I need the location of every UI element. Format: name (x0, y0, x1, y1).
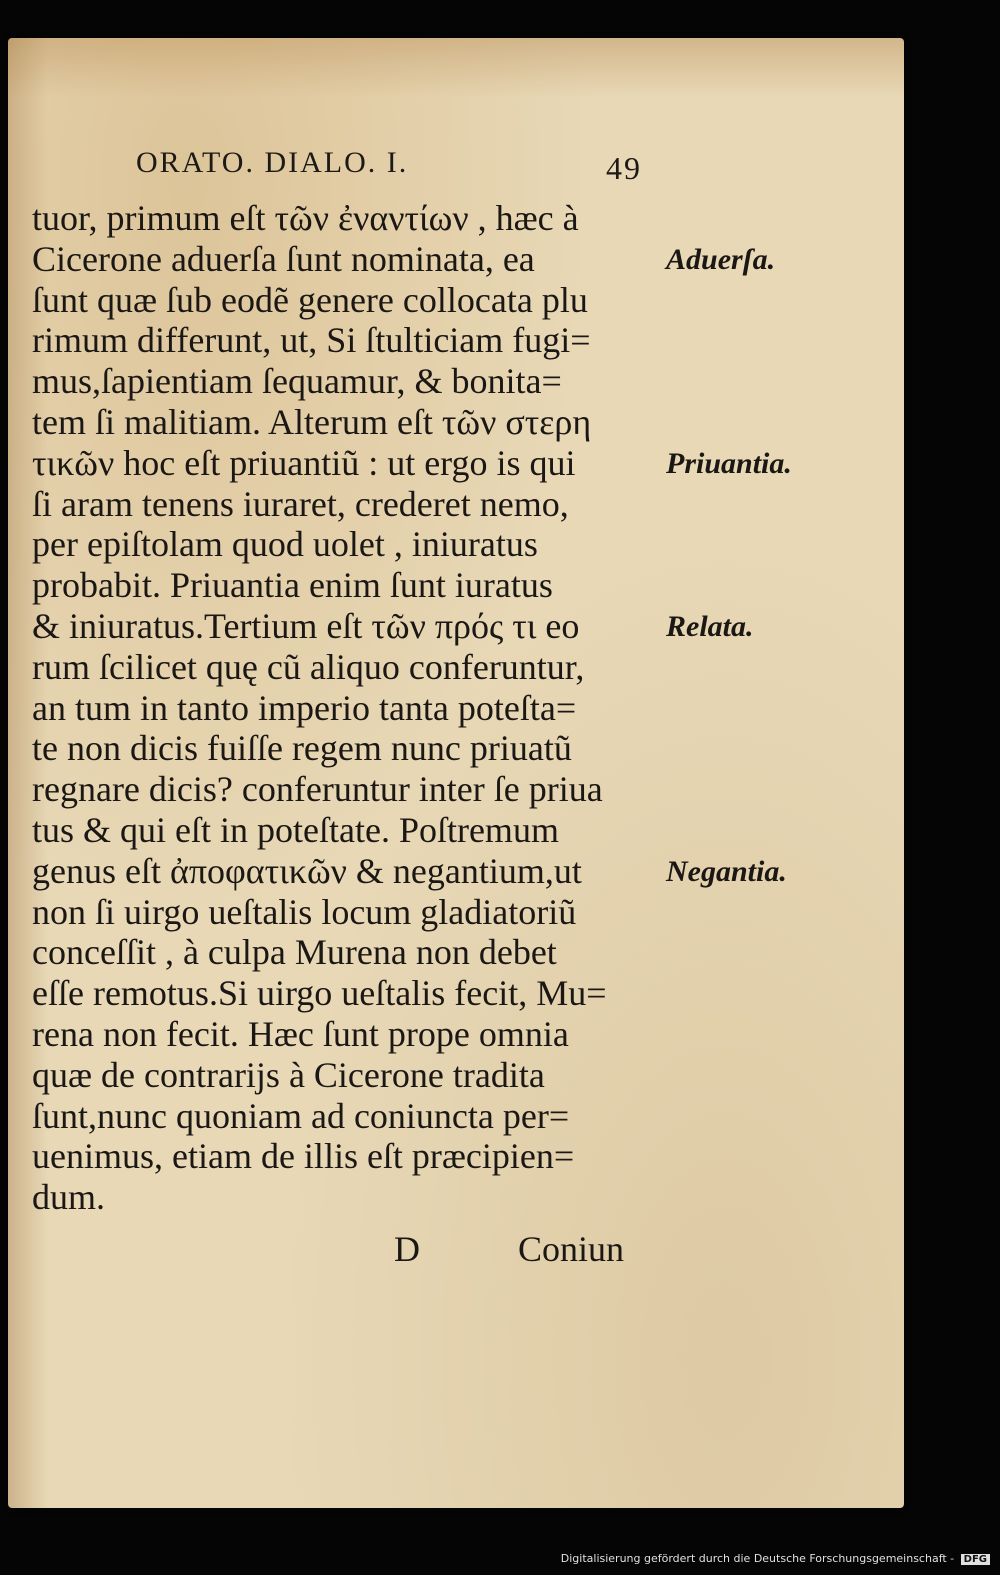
text-line: quæ de contrarijs à Cicerone tradita (32, 1054, 545, 1095)
text-line: te non dicis fuiſſe regem nunc priuatũ (32, 728, 572, 769)
text-line: per epiſtolam quod uolet , iniuratus (32, 524, 538, 565)
margin-note: Relata. (666, 610, 754, 643)
text-line: ſunt,nunc quoniam ad coniuncta per= (32, 1095, 570, 1136)
text-line: ſunt quæ ſub eodẽ genere collocata plu (32, 279, 588, 320)
body-text (32, 198, 652, 1218)
catchword: Coniun (518, 1229, 625, 1269)
text-line: probabit. Priuantia enim ſunt iuratus (32, 565, 553, 606)
running-head-title: ORATO. DIALO. I. (136, 146, 409, 179)
margin-note: Negantia. (666, 854, 787, 888)
text-line: conceſſit , à culpa Murena non debet (32, 932, 557, 973)
text-line: non ſi uirgo ueſtalis locum gladiatoriũ (32, 891, 577, 932)
margin-note: Priuantia. (666, 446, 792, 480)
text-line: eſſe remotus.Si uirgo ueſtalis fecit, Mu= (32, 973, 607, 1014)
catchword-row (388, 1228, 668, 1278)
text-line: dum. (32, 1177, 106, 1218)
book-page (8, 38, 904, 1508)
text-line: rena non fecit. Hæc ſunt prope omnia (32, 1013, 569, 1054)
text-line: genus eſt ἀποφατικῶν & negantium,ut (32, 850, 582, 891)
dfg-logo: DFG (961, 1554, 990, 1565)
text-line: tem ſi malitiam. Alterum eſt τῶν στερη (32, 401, 592, 442)
text-line: ſi aram tenens iuraret, crederet nemo, (32, 483, 569, 524)
text-line: rimum differunt, ut, Si ſtulticiam fugi= (32, 320, 591, 361)
text-line: tuor, primum eſt τῶν ἐναντίων , hæc à (32, 198, 579, 238)
text-line: τικῶν hoc eſt priuantiũ : ut ergo is qui (32, 442, 576, 483)
footer-credit (561, 1552, 990, 1565)
margin-note: Aduerſa. (666, 242, 776, 276)
text-line: Cicerone aduerſa ſunt nominata, ea (32, 238, 535, 279)
text-line: & iniuratus.Tertium eſt τῶν πρός τι eo (32, 605, 580, 646)
text-line: regnare dicis? conferuntur inter ſe priua (32, 769, 603, 810)
page-number: 49 (606, 150, 642, 186)
text-line: mus,ſapientiam ſequamur, & bonita= (32, 361, 562, 402)
text-line: tus & qui eſt in poteſtate. Poſtremum (32, 809, 559, 850)
signature-mark: D (394, 1229, 420, 1269)
footer-credit-text: Digitalisierung gefördert durch die Deutsche Forschungsgemeinschaft - (560, 1552, 955, 1565)
text-line: rum ſcilicet quę cũ aliquo conferuntur, (32, 646, 585, 687)
text-line: uenimus, etiam de illis eſt præcipien= (32, 1136, 575, 1177)
running-head (128, 138, 658, 188)
text-line: an tum in tanto imperio tanta poteſta= (32, 687, 577, 728)
